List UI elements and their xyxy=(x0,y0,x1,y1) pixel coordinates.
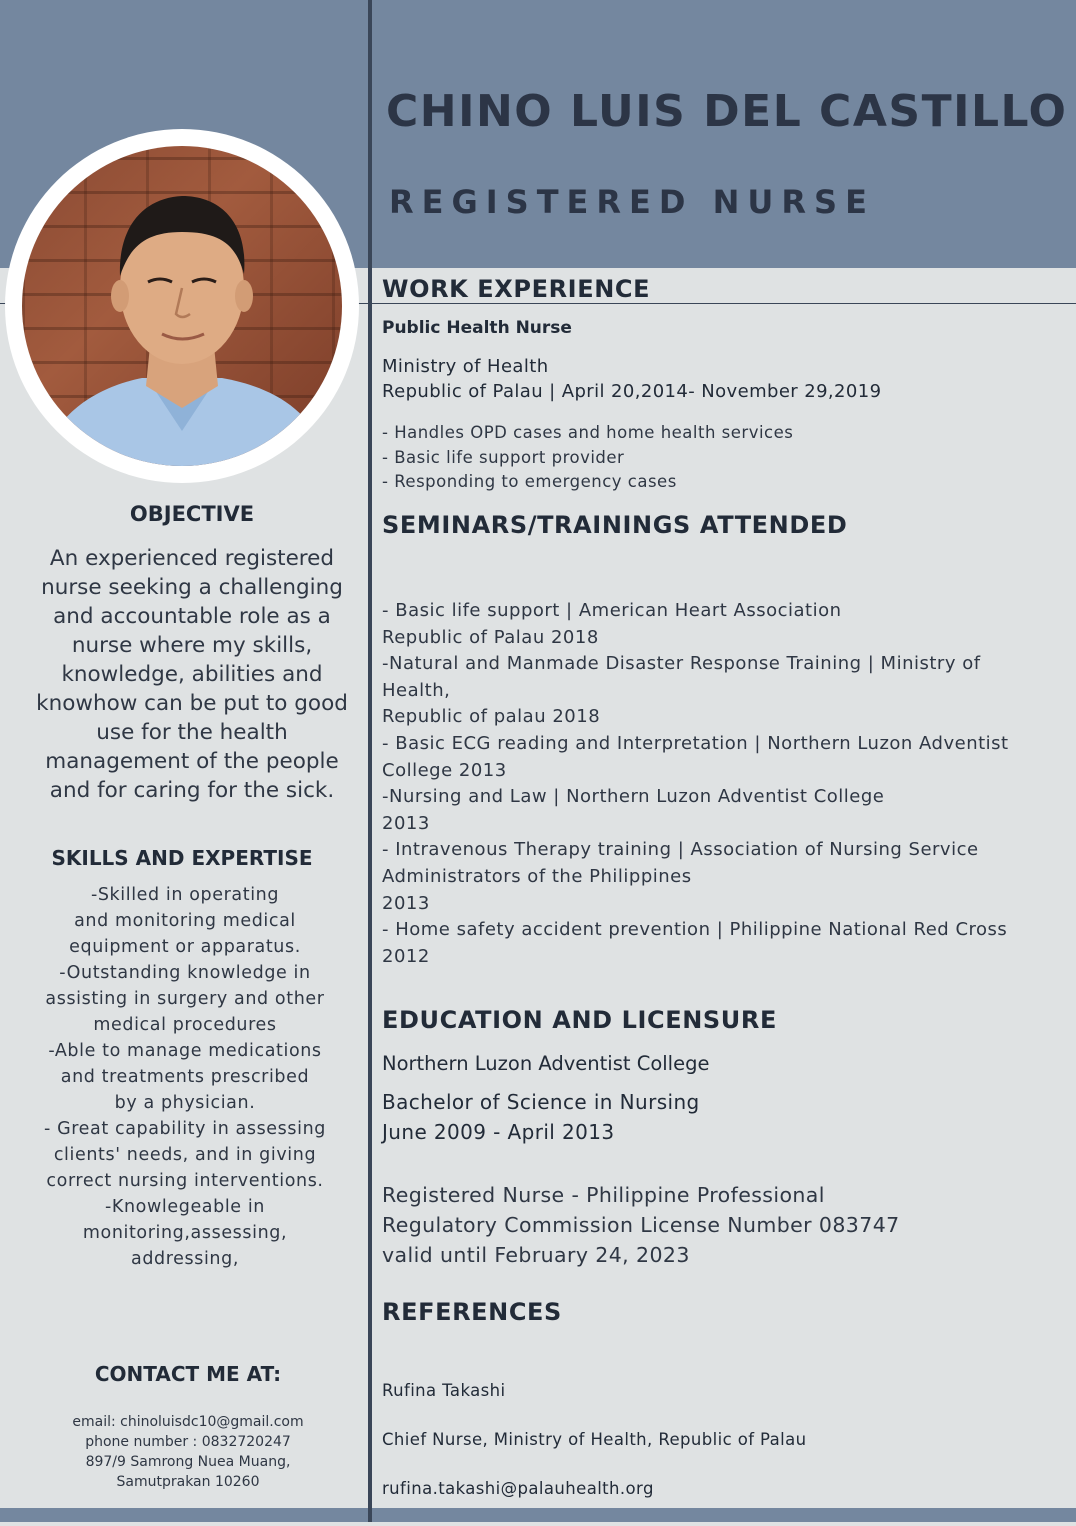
work-experience-heading: WORK EXPERIENCE xyxy=(382,275,651,303)
seminars-heading: SEMINARS/TRAININGS ATTENDED xyxy=(382,511,848,539)
skills-heading: SKILLS AND EXPERTISE xyxy=(51,846,313,870)
reference-name: Rufina Takashi xyxy=(382,1380,506,1400)
column-divider xyxy=(368,0,372,1522)
applicant-role: REGISTERED NURSE xyxy=(389,183,875,221)
objective-heading: OBJECTIVE xyxy=(129,502,255,526)
contact-details xyxy=(16,1412,360,1492)
job-title: Public Health Nurse xyxy=(382,318,572,338)
objective-text: An experienced registered nurse seeking a challenging and accountable role as a nurse where my skills, knowledge, abilities and knowhow can be put to good use for the health management of the people and for caring for the sick. xyxy=(36,546,348,803)
contact-address-line2: Samutprakan 10260 xyxy=(116,1474,260,1490)
contact-phone: phone number : 0832720247 xyxy=(85,1434,291,1450)
education-degree: Bachelor of Science in Nursing June 2009 - April 2013 xyxy=(382,1090,700,1144)
contact-email: email: chinoluisdc10@gmail.com xyxy=(72,1414,304,1430)
job-duties: - Handles OPD cases and home health services - Basic life support provider - Responding to emergency cases xyxy=(382,423,794,491)
education-school: Northern Luzon Adventist College xyxy=(382,1052,710,1075)
references-heading: REFERENCES xyxy=(382,1298,562,1326)
seminars-list: - Basic life support | American Heart Association Republic of Palau 2018 -Natural and Manmade Disaster Response Training | Ministry of Health, Republic of palau 2018 - Basic ECG reading and Interpretation | Northern Luzon Adventist College 2013 -Nursing and Law | Northern Luzon Adventist College 2013 - Intravenous Therapy training | Association of Nursing Service Administrators of the Philippines 2013 - Home safety accident prevention | Philippine National Red Cross 2012 xyxy=(382,600,1009,967)
license-info: Registered Nurse - Philippine Professional Regulatory Commission License Number 083747 valid until February 24, 2023 xyxy=(382,1183,900,1267)
reference-details xyxy=(382,1354,807,1526)
skills-text: -Skilled in operating and monitoring medical equipment or apparatus. -Outstanding knowledge in assisting in surgery and other medical procedures -Able to manage medications and treatments prescribed by a physician. - Great capability in assessing clients' needs, and in giving correct nursing interventions. -Knowlegeable in monitoring,assessing, addressing, xyxy=(44,885,326,1269)
reference-position: Chief Nurse, Ministry of Health, Republic of Palau xyxy=(382,1429,807,1449)
contact-address-line1: 897/9 Samrong Nuea Muang, xyxy=(85,1454,291,1470)
education-heading: EDUCATION AND LICENSURE xyxy=(382,1006,777,1034)
contact-heading: CONTACT ME AT: xyxy=(94,1362,282,1386)
reference-email: rufina.takashi@palauhealth.org xyxy=(382,1478,654,1498)
job-organization: Ministry of Health Republic of Palau | April 20,2014- November 29,2019 xyxy=(382,356,882,402)
profile-photo xyxy=(22,146,342,466)
applicant-name: CHINO LUIS DEL CASTILLO xyxy=(386,86,1068,137)
